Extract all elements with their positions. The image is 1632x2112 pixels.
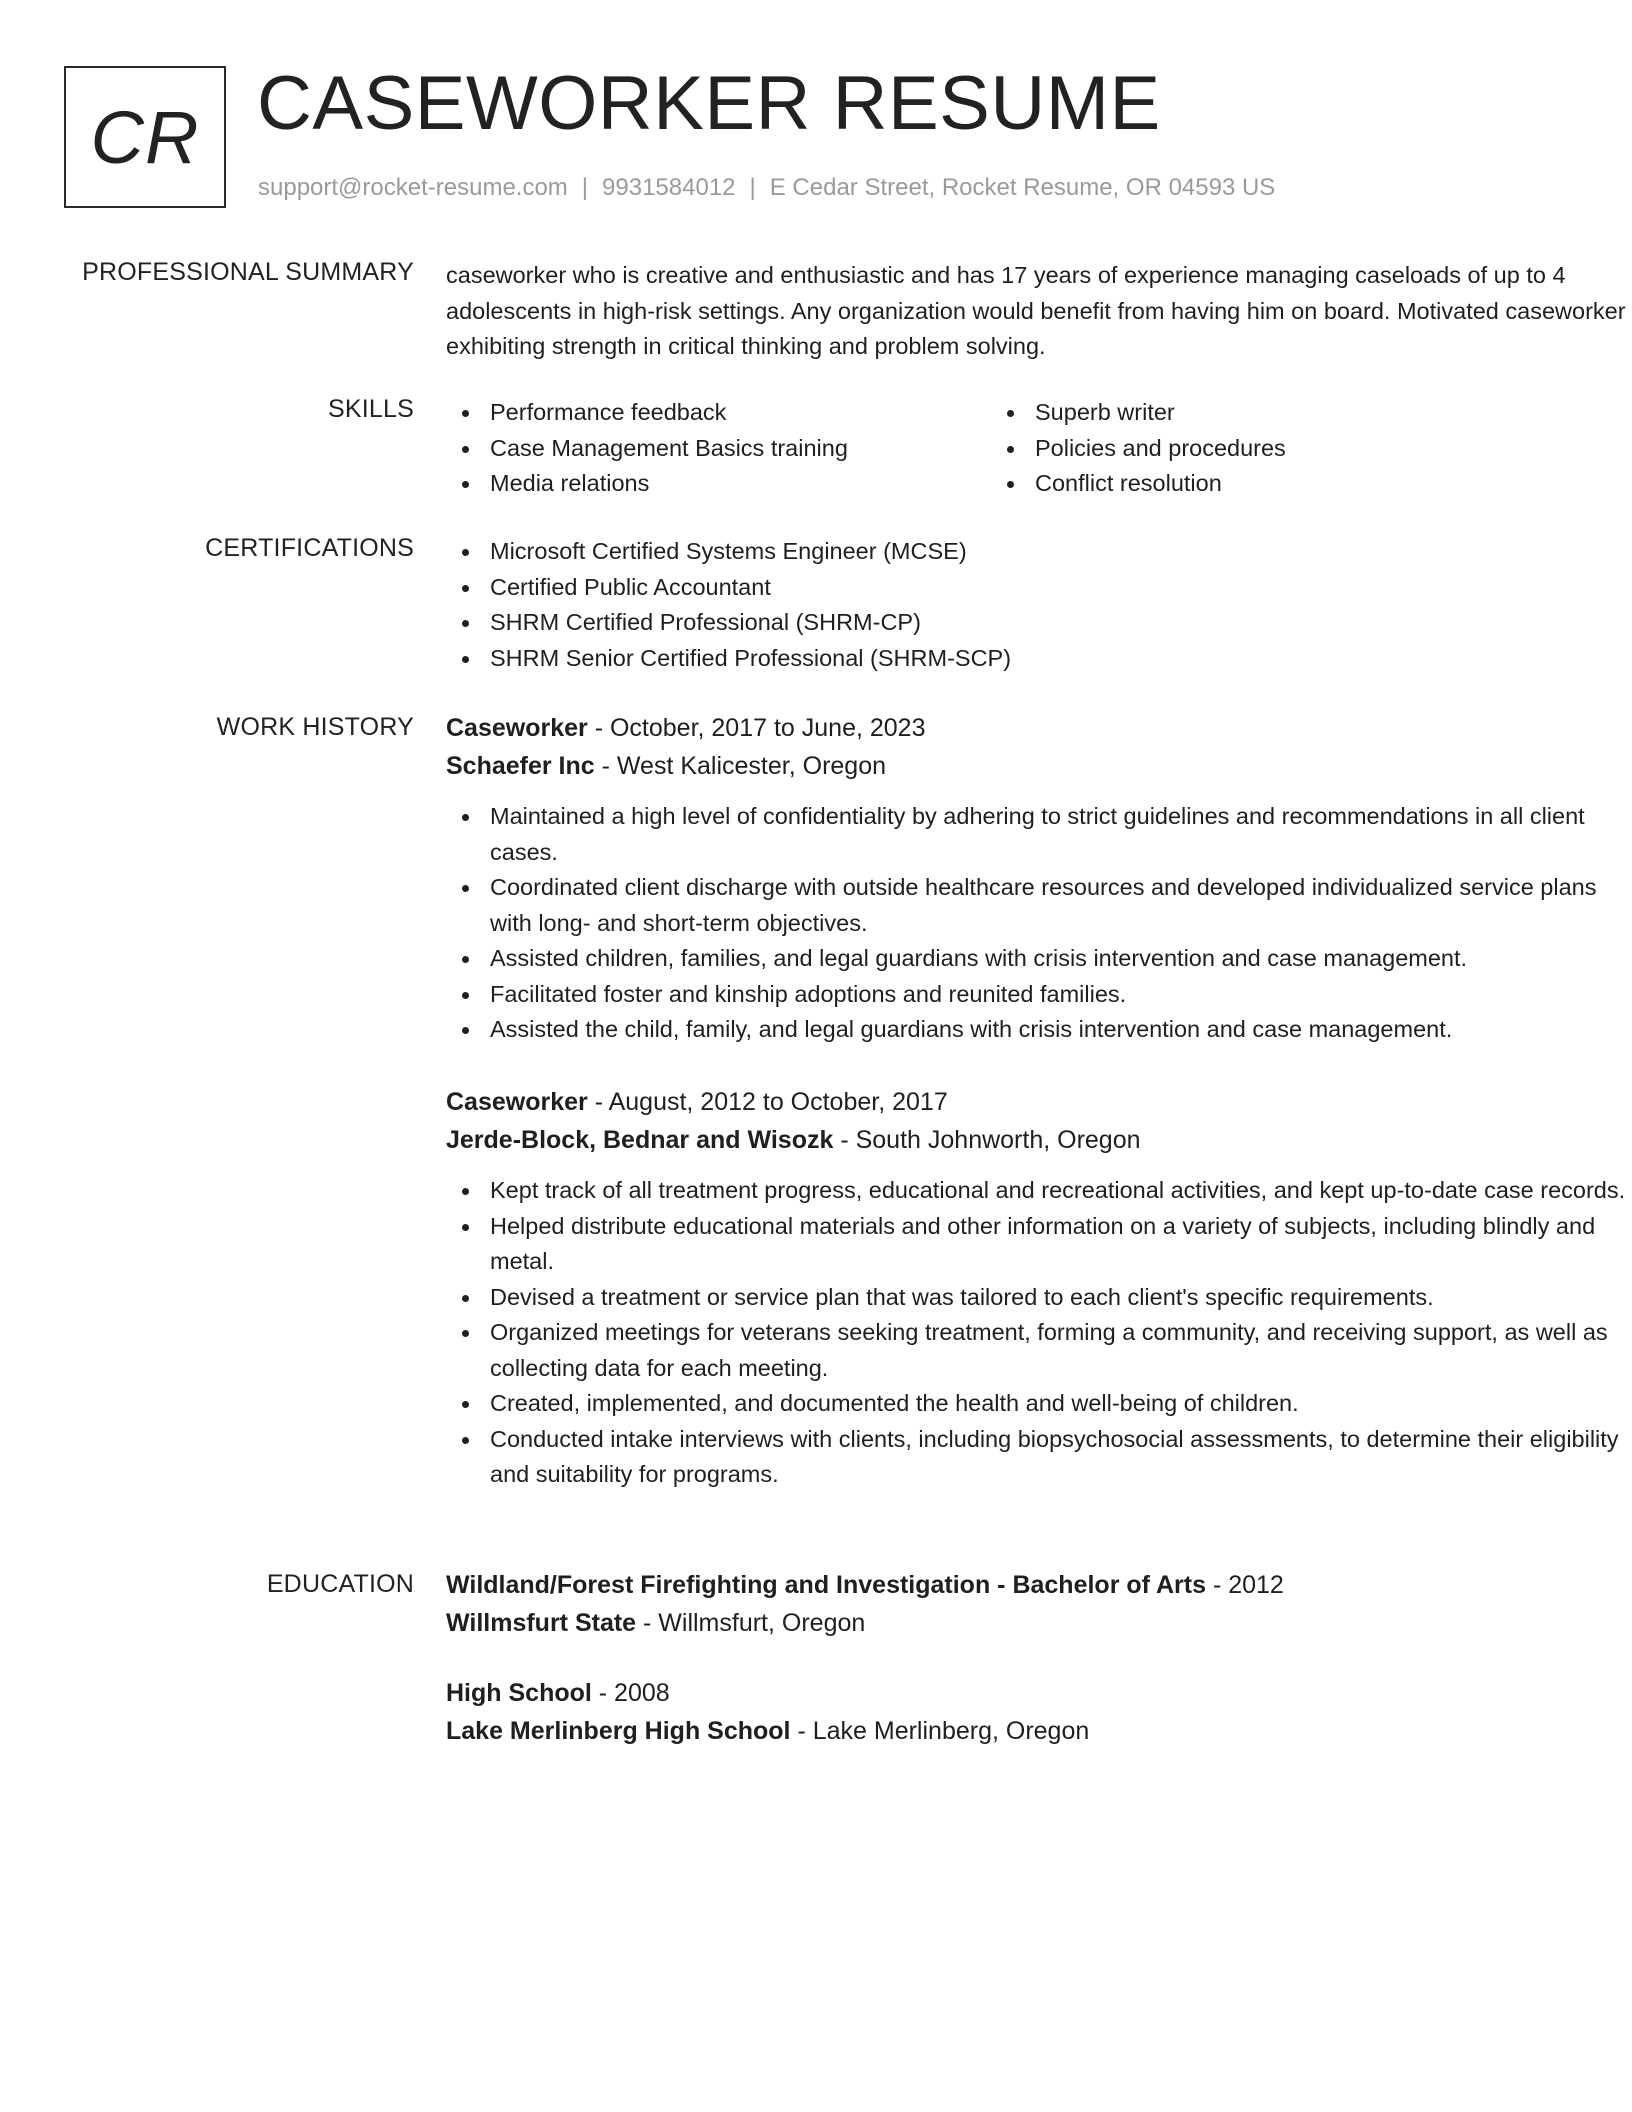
job-company-line [446, 747, 1626, 785]
job-dates: - August, 2012 to October, 2017 [587, 1088, 948, 1116]
skills-list-right [991, 395, 1536, 502]
job-entry [446, 709, 1626, 1048]
job-title: Caseworker [446, 1088, 588, 1116]
contact-phone[interactable]: 9931584012 [602, 174, 736, 201]
education-degree: Wildland/Forest Firefighting and Investigation - Bachelor of Arts [446, 1571, 1206, 1599]
skill-item: Performance feedback [446, 395, 991, 431]
monogram-initials: CR [90, 95, 200, 179]
skills-heading: SKILLS [328, 395, 414, 423]
skill-item: Policies and procedures [991, 431, 1536, 467]
work-history-heading: WORK HISTORY [216, 713, 414, 741]
certifications-heading: CERTIFICATIONS [205, 534, 414, 562]
summary-text: caseworker who is creative and enthusiastic and has 17 years of experience managing caseloads of up to 4 adolescents in high-risk settings. Any organization would benefit from having him on board. Motivated caseworker exhibiting strength in critical thinking and problem solving. [446, 262, 1626, 359]
education-year: - 2008 [591, 1679, 670, 1707]
education-school: Willmsfurt State [446, 1609, 637, 1637]
certification-item: Microsoft Certified Systems Engineer (MCSE) [446, 534, 1626, 570]
resume-header [64, 61, 1568, 210]
skills-columns [446, 395, 1626, 502]
skill-item: Case Management Basics training [446, 431, 991, 467]
certifications-body [446, 534, 1626, 676]
job-duty: Conducted intake interviews with clients, including biopsychosocial assessments, to determine their eligibility and suitability for programs. [446, 1422, 1626, 1493]
job-location: - South Johnworth, Oregon [833, 1126, 1141, 1154]
contact-separator: | [581, 174, 589, 201]
education-school: Lake Merlinberg High School [446, 1717, 791, 1745]
education-year: - 2012 [1206, 1571, 1284, 1599]
job-title: Caseworker [446, 714, 588, 742]
education-entry [446, 1566, 1626, 1642]
contact-separator: | [749, 174, 756, 201]
contact-address: E Cedar Street, Rocket Resume, OR 04593 US [769, 174, 1276, 201]
job-company-line [446, 1121, 1626, 1159]
job-duty: Helped distribute educational materials and other information on a variety of subjects, including blindly and metal. [446, 1209, 1626, 1280]
monogram-box [64, 66, 226, 208]
job-duty: Kept track of all treatment progress, educational and recreational activities, and kept up-to-date case records. [446, 1173, 1626, 1209]
contact-email[interactable]: support@rocket-resume.com [258, 174, 568, 201]
job-title-line [446, 1083, 1626, 1121]
contact-line [258, 174, 1275, 202]
education-location: - Lake Merlinberg, Oregon [790, 1717, 1090, 1745]
summary-heading: PROFESSIONAL SUMMARY [82, 258, 414, 286]
job-duty: Created, implemented, and documented the health and well-being of children. [446, 1386, 1626, 1422]
education-degree-line [446, 1674, 1626, 1712]
certifications-list [446, 534, 1626, 676]
job-duty: Coordinated client discharge with outside healthcare resources and developed individualized service plans with long- and short-term objectives. [446, 870, 1626, 941]
job-company: Jerde-Block, Bednar and Wisozk [446, 1126, 834, 1154]
education-degree-line [446, 1566, 1626, 1604]
skills-list-left [446, 395, 991, 502]
skill-item: Conflict resolution [991, 466, 1536, 502]
job-company: Schaefer Inc [446, 752, 595, 780]
education-school-line [446, 1712, 1626, 1750]
resume-title: CASEWORKER RESUME [257, 61, 1161, 146]
job-duty: Maintained a high level of confidentiality by adhering to strict guidelines and recommendations in all client cases. [446, 799, 1626, 870]
skills-body [446, 395, 1626, 502]
job-duty: Devised a treatment or service plan that was tailored to each client's specific requirements. [446, 1280, 1626, 1316]
job-title-line [446, 709, 1626, 747]
education-heading: EDUCATION [266, 1570, 414, 1598]
education-degree: High School [446, 1679, 592, 1707]
certification-item: Certified Public Accountant [446, 570, 1626, 606]
job-duties-list [446, 1173, 1626, 1493]
education-entry [446, 1674, 1626, 1750]
education-location: - Willmsfurt, Oregon [636, 1609, 866, 1637]
job-entry [446, 1083, 1626, 1493]
job-duty: Organized meetings for veterans seeking treatment, forming a community, and receiving support, as well as collecting data for each meeting. [446, 1315, 1626, 1386]
certification-item: SHRM Certified Professional (SHRM-CP) [446, 605, 1626, 641]
job-duty: Facilitated foster and kinship adoptions and reunited families. [446, 977, 1626, 1013]
job-location: - West Kalicester, Oregon [594, 752, 887, 780]
skill-item: Superb writer [991, 395, 1536, 431]
job-duty: Assisted the child, family, and legal guardians with crisis intervention and case management. [446, 1012, 1626, 1048]
skill-item: Media relations [446, 466, 991, 502]
job-duty: Assisted children, families, and legal guardians with crisis intervention and case management. [446, 941, 1626, 977]
education-school-line [446, 1604, 1626, 1642]
job-duties-list [446, 799, 1626, 1048]
job-dates: - October, 2017 to June, 2023 [587, 714, 926, 742]
certification-item: SHRM Senior Certified Professional (SHRM-SCP) [446, 641, 1626, 677]
